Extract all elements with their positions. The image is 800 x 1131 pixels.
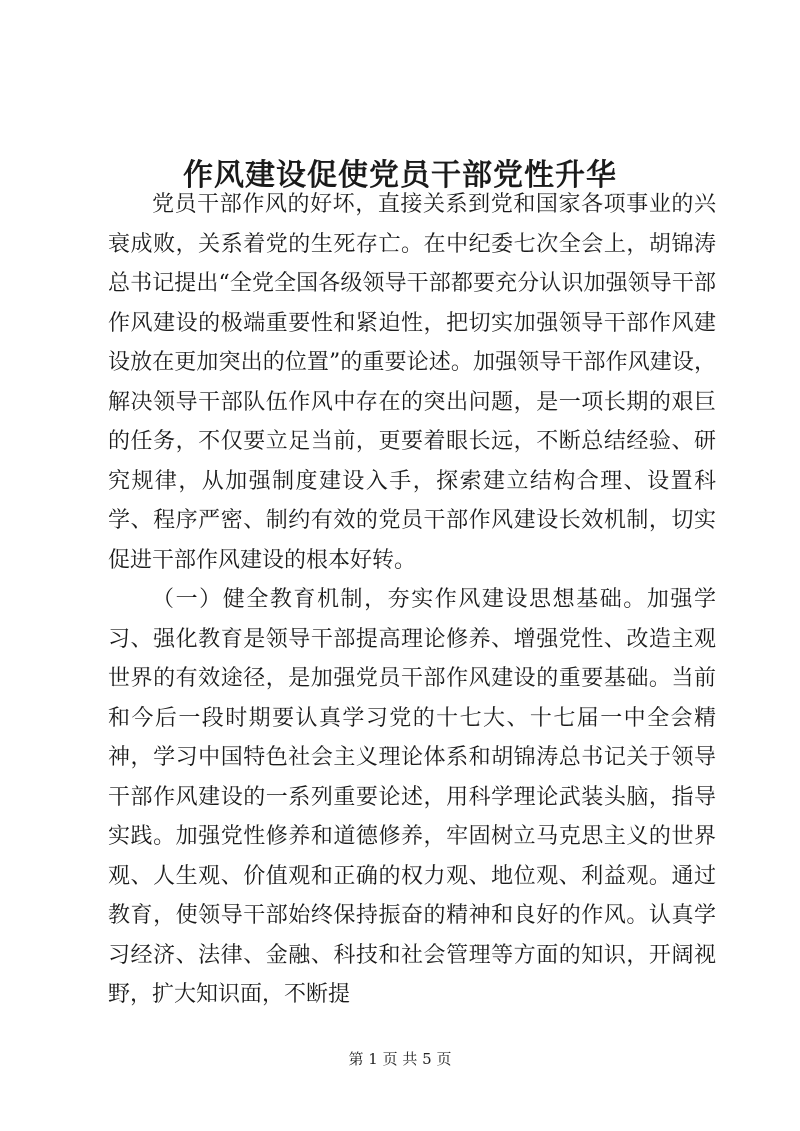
paragraph-section-1: （一）健全教育机制，夯实作风建设思想基础。加强学习、强化教育是领导干部提高理论修养、增强党性、改造主观世界的有效途径，是加强党员干部作风建设的重要基础。当前和今后一段时期要认真学习党的十七大、十七届一中全会精神，学习中国特色社会主义理论体系和胡锦涛总书记关于领导干部作风建设的一系列重要论述，用科学理论武装头脑，指导实践。加强党性修养和道德修养，牢固树立马克思主义的世界观、人生观、价值观和正确的权力观、地位观、利益观。通过教育，使领导干部始终保持振奋的精神和良好的作风。认真学习经济、法律、金融、科技和社会管理等方面的知识，开阔视野，扩大知识面，不断提 bbox=[108, 587, 716, 1007]
page-number-footer: 第 1 页 共 5 页 bbox=[348, 1050, 452, 1068]
document-body bbox=[108, 185, 716, 1015]
document-title: 作风建设促使党员干部党性升华 bbox=[183, 158, 617, 194]
paragraph-intro: 党员干部作风的好坏，直接关系到党和国家各项事业的兴衰成败，关系着党的生死存亡。在中纪委七次全会上，胡锦涛总书记提出“全党全国各级领导干部都要充分认识加强领导干部作风建设的极端重要性和紧迫性，把切实加强领导干部作风建设放在更加突出的位置”的重要论述。加强领导干部作风建设，解决领导干部队伍作风中存在的突出问题，是一项长期的艰巨的任务，不仅要立足当前，更要着眼长远，不断总结经验、研究规律，从加强制度建设入手，探索建立结构合理、设置科学、程序严密、制约有效的党员干部作风建设长效机制，切实促进干部作风建设的根本好转。 bbox=[108, 192, 716, 573]
